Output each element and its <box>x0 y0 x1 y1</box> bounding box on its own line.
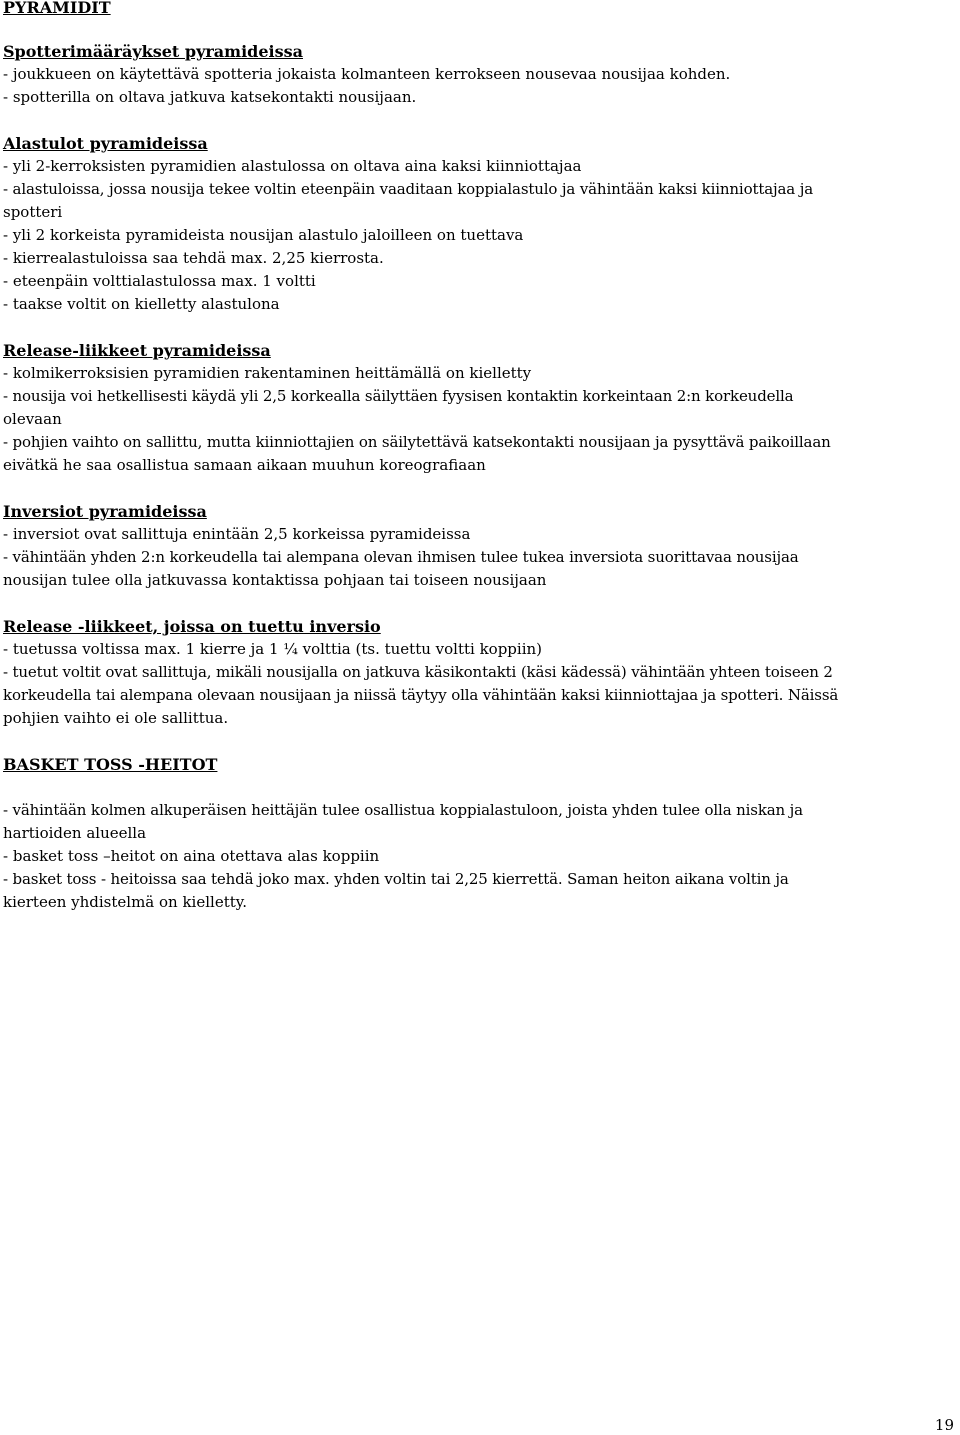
text-line: spotteri <box>3 203 63 221</box>
text-line: - eteenpäin volttialastulossa max. 1 voltti <box>3 272 316 290</box>
text-line: nousijan tulee olla jatkuvassa kontaktissa pohjaan tai toiseen nousijaan <box>3 571 547 589</box>
text-line: - spotterilla on oltava jatkuva katsekontakti nousijaan. <box>3 88 417 106</box>
section-gap <box>3 109 953 132</box>
text-line: - kierrealastuloissa saa tehdä max. 2,25 kierrosta. <box>3 249 384 267</box>
section-heading-spotter: Spotterimääräykset pyramideissa <box>3 42 303 61</box>
section-gap <box>3 592 953 615</box>
text-line: korkeudella tai alempana olevaan nousijaan ja niissä täytyy olla vähintään kaksi kiinniottajaa ja spotteri. Näissä <box>3 686 839 704</box>
document-title: PYRAMIDIT <box>3 0 111 17</box>
text-line: - yli 2-kerroksisten pyramidien alastulossa on oltava aina kaksi kiinniottajaa <box>3 157 582 175</box>
text-line: - kolmikerroksisien pyramidien rakentaminen heittämällä on kielletty <box>3 364 532 382</box>
text-line: pohjien vaihto ei ole sallittua. <box>3 709 229 727</box>
section-spotter <box>3 40 953 109</box>
text-line: - basket toss - heitoissa saa tehdä joko max. yhden voltin tai 2,25 kierrettä. Saman heiton aikana voltin ja <box>3 870 789 888</box>
section-gap <box>3 477 953 500</box>
text-line: - joukkueen on käytettävä spotteria jokaista kolmanteen kerrokseen nousevaa nousijaa kohden. <box>3 65 731 83</box>
text-line: - tuetussa voltissa max. 1 kierre ja 1 ¼ volttia (ts. tuettu voltti koppiin) <box>3 640 543 658</box>
section-release-inversion <box>3 615 953 730</box>
section-landings <box>3 132 953 316</box>
section-inversions <box>3 500 953 592</box>
text-line: - vähintään yhden 2:n korkeudella tai alempana olevan ihmisen tulee tukea inversiota suorittavaa nousijaa <box>3 548 799 566</box>
page-number: 19 <box>934 1416 954 1434</box>
section-heading-release: Release-liikkeet pyramideissa <box>3 341 271 360</box>
text-line: - tuetut voltit ovat sallittuja, mikäli nousijalla on jatkuva käsikontakti (käsi kädessä) vähintään yhteen toiseen 2 <box>3 663 833 681</box>
text-line: hartioiden alueella <box>3 824 147 842</box>
section-heading-basket-toss: BASKET TOSS -HEITOT <box>3 755 218 774</box>
section-gap <box>3 730 953 753</box>
text-line: - inversiot ovat sallittuja enintään 2,5 korkeissa pyramideissa <box>3 525 471 543</box>
section-basket-toss <box>3 753 953 914</box>
document-page <box>3 0 953 914</box>
section-gap <box>3 776 953 799</box>
text-line: - vähintään kolmen alkuperäisen heittäjän tulee osallistua koppialastuloon, joista yhden tulee olla niskan ja <box>3 801 803 819</box>
section-heading-release-inversion: Release -liikkeet, joissa on tuettu inversio <box>3 617 381 636</box>
text-line: - nousija voi hetkellisesti käydä yli 2,5 korkealla säilyttäen fyysisen kontaktin korkeintaan 2:n korkeudella <box>3 387 794 405</box>
text-line: - yli 2 korkeista pyramideista nousijan alastulo jaloilleen on tuettava <box>3 226 524 244</box>
text-line: - basket toss –heitot on aina otettava alas koppiin <box>3 847 380 865</box>
section-release <box>3 339 953 477</box>
text-line: kierteen yhdistelmä on kielletty. <box>3 893 248 911</box>
text-line: - taakse voltit on kielletty alastulona <box>3 295 280 313</box>
text-line: - alastuloissa, jossa nousija tekee voltin eteenpäin vaaditaan koppialastulo ja vähintään kaksi kiinniottajaa ja <box>3 180 814 198</box>
text-line: eivätkä he saa osallistua samaan aikaan muuhun koreografiaan <box>3 456 486 474</box>
section-heading-inversions: Inversiot pyramideissa <box>3 502 207 521</box>
section-gap <box>3 316 953 339</box>
section-heading-landings: Alastulot pyramideissa <box>3 134 208 153</box>
text-line: olevaan <box>3 410 62 428</box>
text-line: - pohjien vaihto on sallittu, mutta kiinniottajien on säilytettävä katsekontakti nousijaan ja pysyttävä paikoillaan <box>3 433 831 451</box>
spacer <box>3 18 953 40</box>
